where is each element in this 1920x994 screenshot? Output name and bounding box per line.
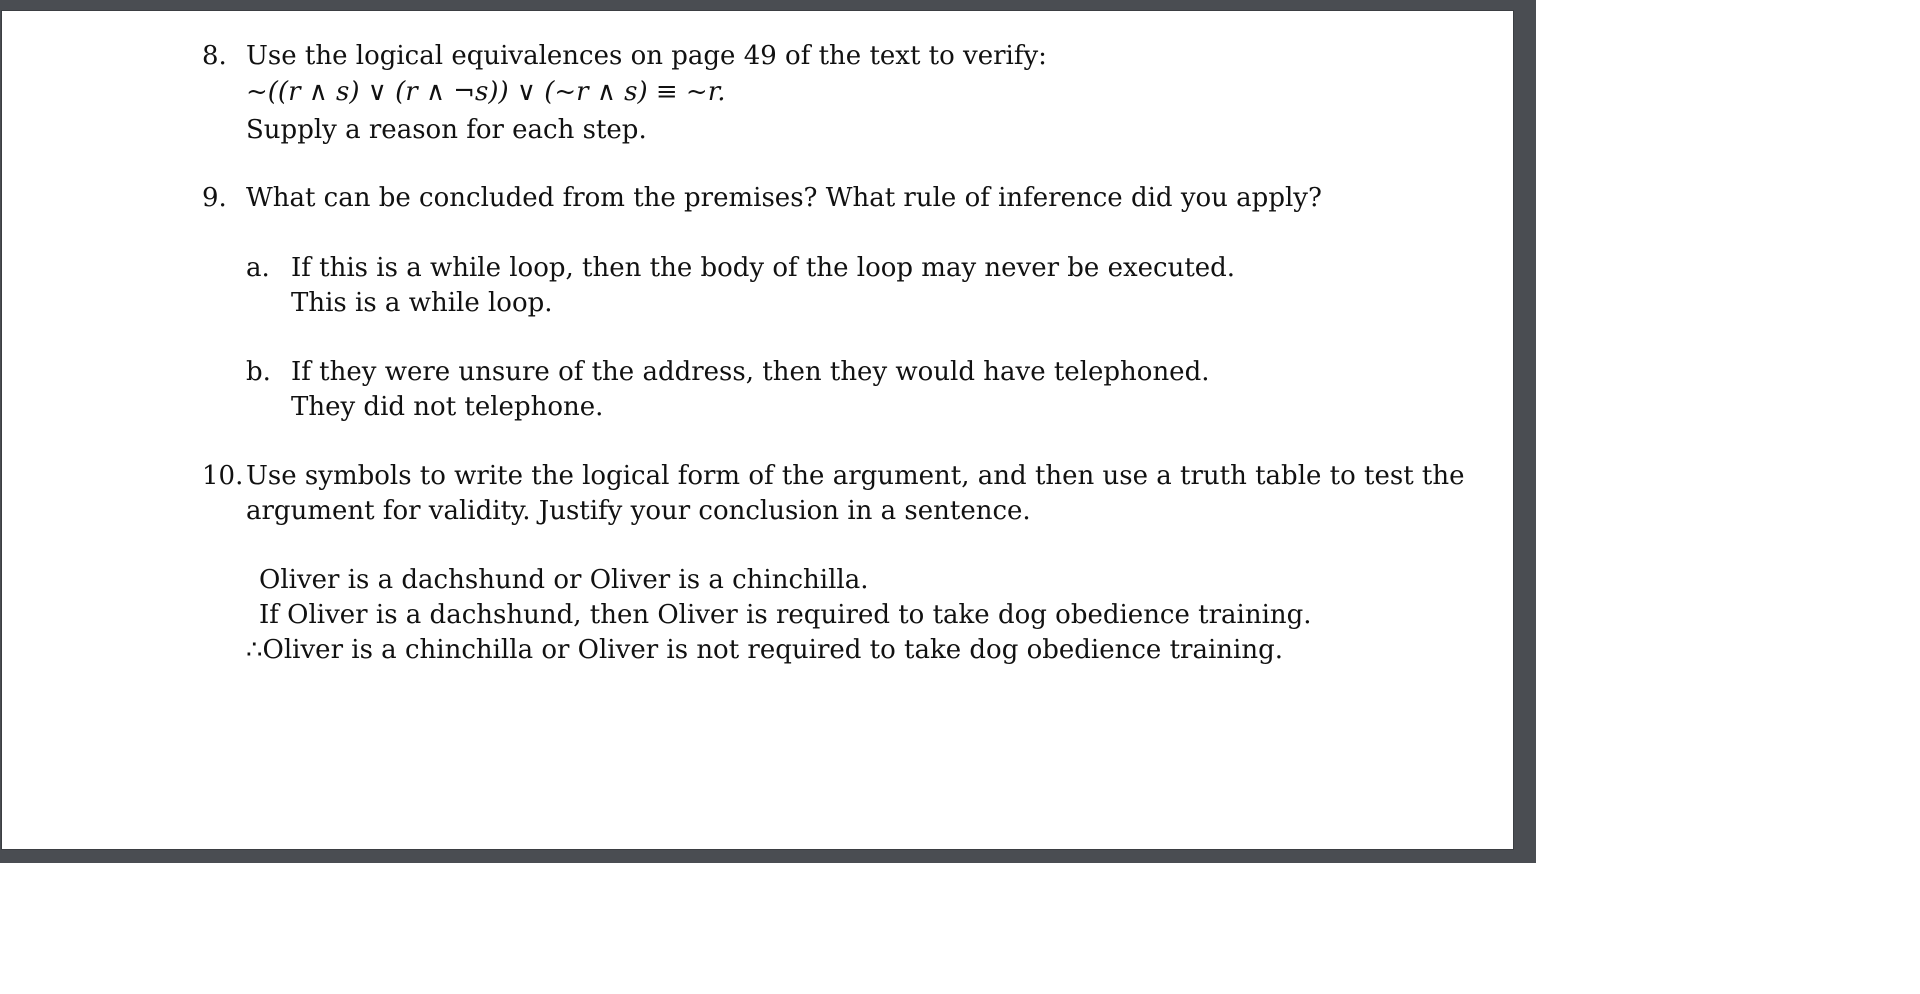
document-page bbox=[2, 11, 1513, 849]
question-9a-premise-2: This is a while loop. bbox=[291, 288, 553, 318]
question-9-number: 9. bbox=[202, 183, 227, 213]
question-9-text: What can be concluded from the premises? What rule of inference did you apply? bbox=[246, 183, 1322, 213]
question-9a-premise-1: If this is a while loop, then the body of the loop may never be executed. bbox=[291, 253, 1236, 283]
argument-premise-1: Oliver is a dachshund or Oliver is a chinchilla. bbox=[259, 565, 869, 595]
question-8-number: 8. bbox=[202, 41, 227, 71]
argument-premise-2: If Oliver is a dachshund, then Oliver is required to take dog obedience training. bbox=[259, 600, 1312, 630]
question-9b-premise-2: They did not telephone. bbox=[291, 392, 604, 422]
question-10-text-line-1: Use symbols to write the logical form of the argument, and then use a truth table to test the bbox=[246, 461, 1465, 491]
question-10-number: 10. bbox=[202, 461, 244, 491]
argument-conclusion: ∴Oliver is a chinchilla or Oliver is not required to take dog obedience training. bbox=[246, 635, 1283, 665]
question-9b-label: b. bbox=[246, 357, 271, 387]
question-9b-premise-1: If they were unsure of the address, then they would have telephoned. bbox=[291, 357, 1210, 387]
page-content bbox=[2, 11, 1513, 849]
question-8-text: Use the logical equivalences on page 49 of the text to verify: bbox=[246, 41, 1047, 71]
question-8-instruction: Supply a reason for each step. bbox=[246, 115, 647, 145]
question-8-formula: ~((r ∧ s) ∨ (r ∧ ¬s)) ∨ (~r ∧ s) ≡ ~r. bbox=[246, 77, 726, 107]
question-9a-label: a. bbox=[246, 253, 270, 283]
question-10-text-line-2: argument for validity. Justify your conclusion in a sentence. bbox=[246, 496, 1031, 526]
